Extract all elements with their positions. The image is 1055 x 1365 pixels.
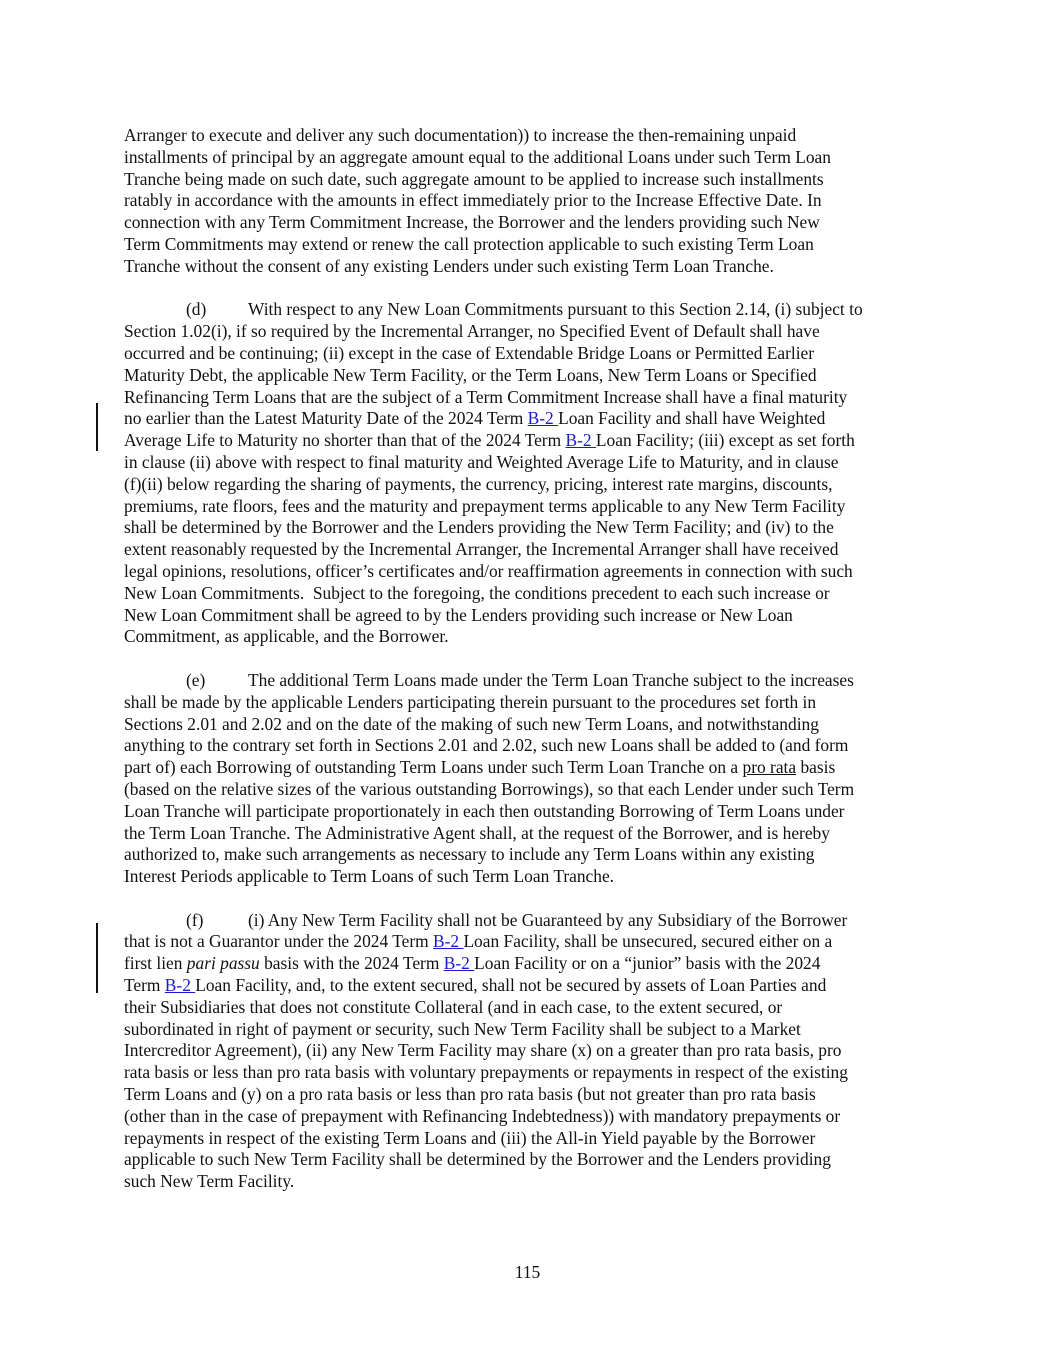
b2-reference-link[interactable]: B-2 xyxy=(433,931,464,952)
text-line: Tranche without the consent of any existing Lenders under such existing Term Loan Tranche. xyxy=(124,255,774,276)
clause-label-e: (e) xyxy=(186,669,206,690)
paragraph-f xyxy=(124,910,934,1193)
text-line: (based on the relative sizes of the various outstanding Borrowings), so that each Lender under such Term xyxy=(124,778,855,799)
b2-reference-link[interactable]: B-2 xyxy=(527,408,559,429)
text-line: repayments in respect of the existing Term Loans and (iii) the All-in Yield payable by the Borrower xyxy=(124,1127,816,1148)
text-line: occurred and be continuing; (ii) except in the case of Extendable Bridge Loans or Permitted Earlier xyxy=(124,342,815,363)
text-line: subordinated in right of payment or security, such New Term Facility shall be subject to a Market xyxy=(124,1018,801,1039)
text-line: Interest Periods applicable to Term Loans of such Term Loan Tranche. xyxy=(124,866,615,887)
paragraph-d xyxy=(124,299,934,648)
text-line: shall be determined by the Borrower and the Lenders providing the New Term Facility; and (iv) to the xyxy=(124,517,834,538)
text-line: (e) The additional Term Loans made under the Term Loan Tranche subject to the increases xyxy=(186,669,854,690)
paragraph-c-continuation xyxy=(124,125,934,278)
text-line: first lien pari passu basis with the 2024 Term B-2 Loan Facility or on a “junior” basis with the 2024 xyxy=(124,953,821,974)
text-line: Commitment, as applicable, and the Borrower. xyxy=(124,626,449,647)
text-line: connection with any Term Commitment Increase, the Borrower and the lenders providing such New xyxy=(124,212,820,233)
text-line: authorized to, make such arrangements as necessary to include any Term Loans within any existing xyxy=(124,844,815,865)
text-line: Arranger to execute and deliver any such documentation)) to increase the then-remaining unpaid xyxy=(124,125,797,145)
text-line: that is not a Guarantor under the 2024 Term B-2 Loan Facility, shall be unsecured, secured either on a xyxy=(124,931,833,952)
text-line: anything to the contrary set forth in Sections 2.01 and 2.02, such new Loans shall be added to (and form xyxy=(124,735,849,756)
text-line: (f)(ii) below regarding the sharing of payments, the currency, pricing, interest rate margins, discounts, xyxy=(124,473,833,494)
pari-passu-italic: pari passu xyxy=(186,953,260,974)
text-line: Average Life to Maturity no shorter than that of the 2024 Term B-2 Loan Facility; (iii) except as set forth xyxy=(124,430,855,451)
text-line: Loan Tranche will participate proportionately in each then outstanding Borrowing of Term Loans under xyxy=(124,800,845,821)
text-line: part of) each Borrowing of outstanding Term Loans under such Term Loan Tranche on a pro rata basis xyxy=(124,757,836,778)
text-line: applicable to such New Term Facility shall be determined by the Borrower and the Lenders providing xyxy=(124,1149,831,1170)
text-line: Maturity Debt, the applicable New Term Facility, or the Term Loans, New Term Loans or Specified xyxy=(124,364,817,385)
text-line: New Loan Commitment shall be agreed to by the Lenders providing such increase or New Loan xyxy=(124,604,793,625)
text-line: extent reasonably requested by the Incremental Arranger, the Incremental Arranger shall have received xyxy=(124,539,839,560)
text-line: Tranche being made on such date, such aggregate amount to be applied to increase such installments xyxy=(124,168,824,189)
clause-label-f: (f) xyxy=(186,909,204,930)
text-line: shall be made by the applicable Lenders participating therein pursuant to the procedures set forth in xyxy=(124,691,817,712)
text-line: no earlier than the Latest Maturity Date of the 2024 Term B-2 Loan Facility and shall have Weighted xyxy=(124,408,826,429)
text-line: Sections 2.01 and 2.02 and on the date of the making of such new Term Loans, and notwithstanding xyxy=(124,713,819,734)
b2-reference-link[interactable]: B-2 xyxy=(565,430,596,451)
text-line: ratably in accordance with the amounts in effect immediately prior to the Increase Effective Date. In xyxy=(124,190,822,211)
text-line: legal opinions, resolutions, officer’s certificates and/or reaffirmation agreements in connection with such xyxy=(124,560,853,581)
text-line: Term Commitments may extend or renew the call protection applicable to such existing Term Loan xyxy=(124,233,814,254)
clause-label-d: (d) xyxy=(186,299,207,320)
text-line: the Term Loan Tranche. The Administrative Agent shall, at the request of the Borrower, and is hereby xyxy=(124,822,830,843)
text-line: (other than in the case of prepayment with Refinancing Indebtedness)) with mandatory prepayments or xyxy=(124,1105,841,1126)
page-number: 115 xyxy=(514,1262,541,1282)
text-line: Intercreditor Agreement), (ii) any New Term Facility may share (x) on a greater than pro rata basis, pro xyxy=(124,1040,842,1061)
text-line: installments of principal by an aggregate amount equal to the additional Loans under such Term Loan xyxy=(124,146,831,167)
text-line: such New Term Facility. xyxy=(124,1171,295,1192)
text-line: Term Loans and (y) on a pro rata basis or less than pro rata basis (but not greater than pro rata basis xyxy=(124,1084,816,1105)
change-bar-f xyxy=(96,923,98,993)
text-line: Term B-2 Loan Facility, and, to the extent secured, shall not be secured by assets of Loan Parties and xyxy=(124,975,827,996)
paragraph-e xyxy=(124,670,934,888)
text-line: their Subsidiaries that does not constitute Collateral (and in each case, to the extent secured, or xyxy=(124,996,783,1017)
text-line: premiums, rate floors, fees and the maturity and prepayment terms applicable to any New Term Facility xyxy=(124,495,846,516)
change-bar-d xyxy=(96,403,98,451)
text-line: (f) (i) Any New Term Facility shall not be Guaranteed by any Subsidiary of the Borrower xyxy=(186,909,848,930)
text-line: New Loan Commitments. Subject to the foregoing, the conditions precedent to each such increase or xyxy=(124,582,830,603)
text-line: Refinancing Term Loans that are the subject of a Term Commitment Increase shall have a final maturity xyxy=(124,386,848,407)
b2-reference-link[interactable]: B-2 xyxy=(443,953,475,974)
text-line: (d) With respect to any New Loan Commitments pursuant to this Section 2.14, (i) subject to xyxy=(186,299,863,320)
pro-rata-underlined: pro rata xyxy=(742,757,797,778)
text-line: Section 1.02(i), if so required by the Incremental Arranger, no Specified Event of Default shall have xyxy=(124,321,820,342)
text-line: in clause (ii) above with respect to final maturity and Weighted Average Life to Maturity, and in clause xyxy=(124,451,839,472)
document-body xyxy=(124,125,934,1215)
b2-reference-link[interactable]: B-2 xyxy=(164,975,196,996)
text-line: rata basis or less than pro rata basis with voluntary prepayments or repayments in respect of the existing xyxy=(124,1062,848,1083)
